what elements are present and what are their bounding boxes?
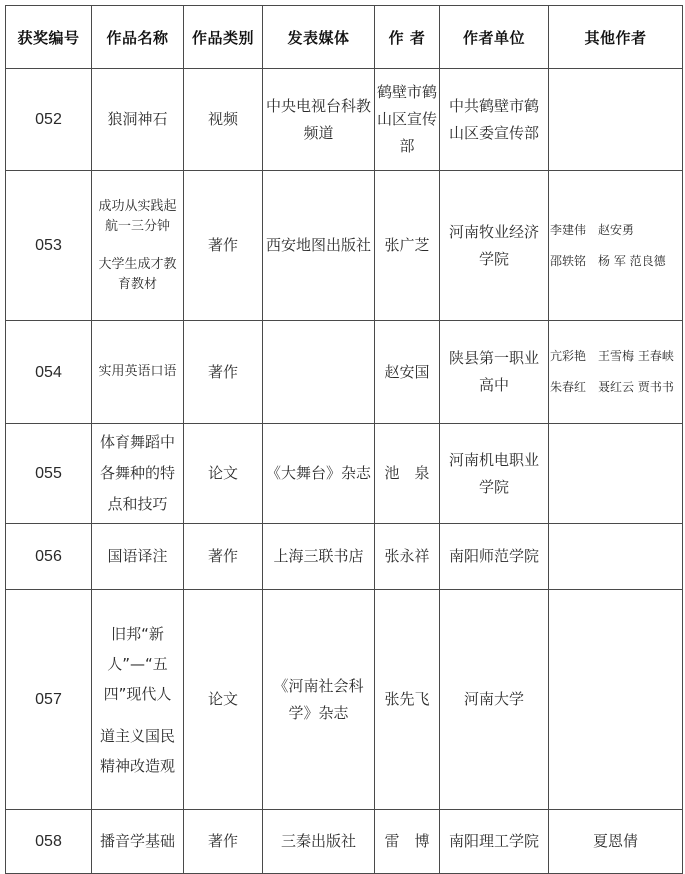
work-title: 体育舞蹈中各舞种的特点和技巧 — [92, 424, 184, 524]
header-publication-media: 发表媒体 — [263, 6, 375, 69]
work-title: 狼洞神石 — [92, 69, 184, 171]
award-number: 054 — [6, 321, 92, 424]
work-category: 著作 — [184, 321, 263, 424]
table-row — [6, 69, 683, 171]
other-authors — [549, 590, 683, 810]
header-work-title: 作品名称 — [92, 6, 184, 69]
publication-media: 上海三联书店 — [263, 524, 375, 590]
table-row — [6, 171, 683, 321]
author: 赵安国 — [375, 321, 440, 424]
award-number: 055 — [6, 424, 92, 524]
award-number: 053 — [6, 171, 92, 321]
author-unit: 河南机电职业学院 — [440, 424, 549, 524]
table-row — [6, 810, 683, 874]
work-title-line: 大学生成才教育教材 — [98, 256, 177, 292]
award-table — [5, 5, 683, 874]
work-title: 实用英语口语 — [92, 321, 184, 424]
work-category: 著作 — [184, 524, 263, 590]
table-row — [6, 590, 683, 810]
header-row — [6, 6, 683, 69]
author: 池 泉 — [375, 424, 440, 524]
author-unit: 南阳理工学院 — [440, 810, 549, 874]
table-row — [6, 424, 683, 524]
publication-media: 《大舞台》杂志 — [263, 424, 375, 524]
publication-media: 西安地图出版社 — [263, 171, 375, 321]
publication-media: 三秦出版社 — [263, 810, 375, 874]
work-title-line: 道主义国民精神改造观 — [99, 726, 175, 775]
author: 张先飞 — [375, 590, 440, 810]
header-author-unit: 作者单位 — [440, 6, 549, 69]
author-unit: 陕县第一职业高中 — [440, 321, 549, 424]
author-unit: 南阳师范学院 — [440, 524, 549, 590]
work-category: 著作 — [184, 171, 263, 321]
author: 张永祥 — [375, 524, 440, 590]
author: 鹤壁市鹤山区宣传部 — [375, 69, 440, 171]
author: 张广芝 — [375, 171, 440, 321]
author-unit: 河南大学 — [440, 590, 549, 810]
header-other-authors: 其他作者 — [549, 6, 683, 69]
work-title — [92, 590, 184, 810]
work-category: 视频 — [184, 69, 263, 171]
other-authors — [549, 524, 683, 590]
work-title: 播音学基础 — [92, 810, 184, 874]
work-category: 著作 — [184, 810, 263, 874]
author-unit: 中共鹤壁市鹤山区委宣传部 — [440, 69, 549, 171]
author-unit: 河南牧业经济学院 — [440, 171, 549, 321]
other-authors-line: 邵轶铭 杨 军 范良德 — [550, 253, 666, 268]
other-authors — [549, 321, 683, 424]
award-number: 052 — [6, 69, 92, 171]
award-number: 058 — [6, 810, 92, 874]
table-row — [6, 524, 683, 590]
award-number: 056 — [6, 524, 92, 590]
table-row — [6, 321, 683, 424]
other-authors-line: 朱春红 聂红云 贾书书 — [550, 380, 674, 394]
work-title — [92, 171, 184, 321]
header-work-category: 作品类别 — [184, 6, 263, 69]
work-category: 论文 — [184, 424, 263, 524]
other-authors — [549, 69, 683, 171]
work-category: 论文 — [184, 590, 263, 810]
header-award-number: 获奖编号 — [6, 6, 92, 69]
publication-media — [263, 321, 375, 424]
work-title: 国语译注 — [92, 524, 184, 590]
other-authors-line: 亢彩艳 王雪梅 王春峡 — [550, 349, 674, 363]
award-number: 057 — [6, 590, 92, 810]
other-authors: 夏恩倩 — [549, 810, 683, 874]
work-title-line: 成功从实践起航一三分钟 — [98, 198, 177, 234]
work-title-line: 旧邦“新人”—“五四”现代人 — [103, 624, 172, 703]
other-authors — [549, 424, 683, 524]
publication-media: 中央电视台科教频道 — [263, 69, 375, 171]
author: 雷 博 — [375, 810, 440, 874]
other-authors-line: 李建伟 赵安勇 — [550, 222, 635, 237]
other-authors — [549, 171, 683, 321]
header-author: 作 者 — [375, 6, 440, 69]
publication-media: 《河南社会科学》杂志 — [263, 590, 375, 810]
